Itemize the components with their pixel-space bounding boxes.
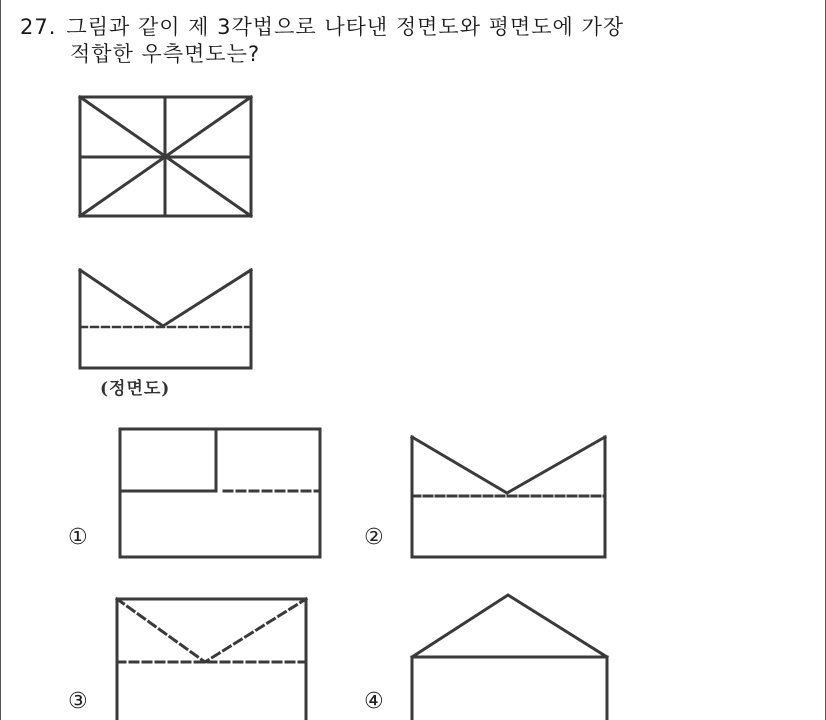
- front-view-v-notch: [80, 270, 251, 326]
- choice-3-hidden-v: [117, 599, 306, 662]
- choice-4-label[interactable]: ④: [364, 689, 384, 714]
- front-view: [80, 270, 251, 368]
- choice-3-label[interactable]: ③: [68, 689, 88, 714]
- choice-2-drawing: [412, 437, 605, 557]
- choice-2-label[interactable]: ②: [364, 525, 384, 550]
- front-view-caption: (정면도): [100, 379, 171, 399]
- question-stem-1: 그림과 같이 제 3각법으로 나타낸 정면도와 평면도에 가장: [66, 15, 625, 39]
- question-line-2: 적합한 우측면도는?: [70, 42, 261, 66]
- choice-1-drawing: [120, 429, 320, 557]
- choice-3-drawing: [117, 599, 306, 720]
- plan-view: [80, 97, 251, 216]
- choice-4-drawing: [412, 595, 607, 720]
- choice-4-outline: [412, 657, 607, 720]
- question-number: 27.: [20, 15, 57, 39]
- choice-4-roof: [412, 595, 607, 657]
- choice-1-label[interactable]: ①: [68, 525, 88, 550]
- choice-2-v-notch: [412, 437, 605, 493]
- choice-1-outline: [120, 429, 320, 557]
